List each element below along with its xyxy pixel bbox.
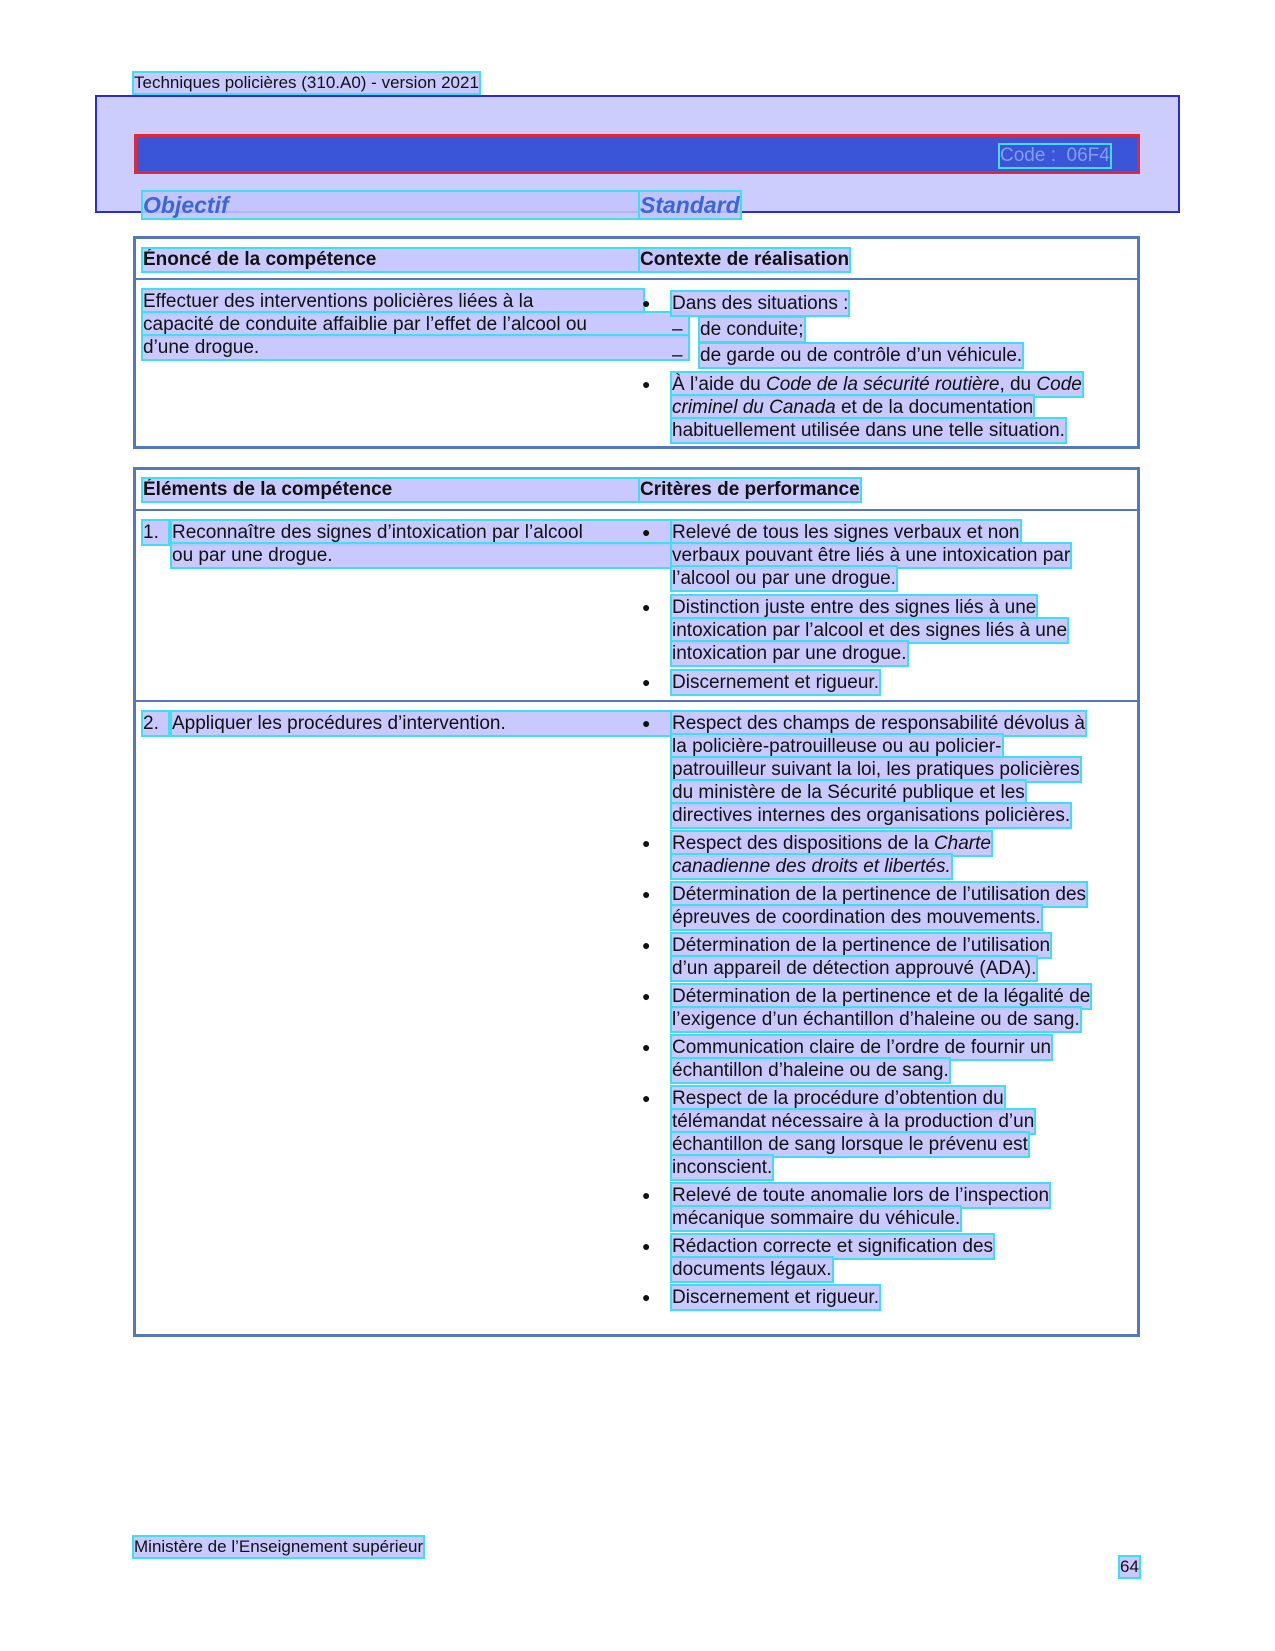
criterion-7-line-1: Respect de la procédure d’obtention du: [672, 1088, 1004, 1109]
criterion-6-line-1: Communication claire de l’ordre de fournir un: [672, 1037, 1052, 1058]
criterion-5-line-2: l’exigence d’un échantillon d’haleine ou de sang.: [672, 1009, 1080, 1030]
bullet-icon: ●: [642, 715, 651, 731]
bullet-icon: ●: [642, 1039, 651, 1055]
code-label: Code :: [1000, 145, 1056, 166]
context-header: Contexte de réalisation: [640, 249, 850, 270]
element-2-number: 2.: [143, 712, 168, 735]
element-2-line-1: Appliquer les procédures d’intervention.: [172, 712, 688, 735]
criterion-9-line-2: documents légaux.: [672, 1259, 832, 1280]
criterion-8-line-1: Relevé de toute anomalie lors de l’inspection: [672, 1185, 1050, 1206]
criterion-3-line-1: Détermination de la pertinence de l’utilisation des: [672, 884, 1087, 905]
criterion-1-line-1: Respect des champs de responsabilité dévolus à: [672, 713, 1085, 734]
dash-icon: –: [672, 319, 683, 340]
criterion-9-line-1: Rédaction correcte et signification des: [672, 1236, 994, 1257]
code-route-title: Code de la sécurité routière: [766, 374, 1000, 395]
context-bullet-2-line-2: [672, 396, 1033, 419]
context-text: et de la documentation: [835, 397, 1034, 418]
page-number: 64: [1120, 1557, 1139, 1576]
criterion-1-line-5: directives internes des organisations policières.: [672, 805, 1071, 826]
context-bullet-2-line-3: habituellement utilisée dans une telle situation.: [672, 420, 1065, 441]
elements-header: Éléments de la compétence: [143, 479, 688, 501]
criterion-10-line-1: Discernement et rigueur.: [672, 1287, 879, 1308]
section-objective: Objectif: [143, 192, 718, 218]
code-value: 06F4: [1066, 145, 1110, 166]
criterion-7-line-4: inconscient.: [672, 1157, 773, 1178]
statement-header: Énoncé de la compétence: [143, 249, 688, 271]
bullet-icon: ●: [642, 937, 651, 953]
context-subitem-1: de conduite;: [700, 319, 804, 340]
code-bar: [134, 134, 1140, 174]
statement-line-2: capacité de conduite affaiblie par l’effet de l’alcool ou: [143, 313, 688, 336]
criterion-3-line-2: épreuves de coordination des mouvements.: [672, 907, 1041, 928]
criterion-6-line-2: échantillon d’haleine ou de sang.: [672, 1060, 949, 1081]
bullet-icon: ●: [642, 835, 651, 851]
competency-code: [1000, 145, 1110, 167]
bullet-icon: ●: [642, 1090, 651, 1106]
bullet-icon: ●: [642, 524, 651, 540]
criterion-1-line-3: l’alcool ou par une drogue.: [672, 568, 896, 589]
bullet-icon: ●: [642, 674, 651, 690]
criterion-2-line-3: intoxication par une drogue.: [672, 643, 907, 664]
criterion-7-line-2: télémandat nécessaire à la production d’un: [672, 1111, 1035, 1132]
bullet-icon: ●: [642, 1187, 651, 1203]
bullet-icon: ●: [642, 1238, 651, 1254]
bullet-icon: ●: [642, 599, 651, 615]
criterion-4-line-1: Détermination de la pertinence de l’utilisation: [672, 935, 1051, 956]
element-1-line-1: Reconnaître des signes d’intoxication par l’alcool: [172, 521, 688, 544]
bullet-icon: ●: [642, 295, 651, 311]
criterion-1-line-2: la policière-patrouilleuse ou au policier-: [672, 736, 1002, 757]
code-criminel-title: du Canada: [737, 397, 836, 418]
code-criminel-title: Code: [1036, 374, 1082, 395]
section-standard: Standard: [640, 192, 740, 218]
element-1-line-2: ou par une drogue.: [172, 544, 688, 567]
dash-icon: –: [672, 345, 683, 366]
criterion-1-line-1: Relevé de tous les signes verbaux et non: [672, 522, 1020, 543]
table2-row-divider: [133, 700, 1140, 702]
context-text: , du: [999, 374, 1037, 395]
criterion-1-line-3: patrouilleur suivant la loi, les pratiques policières: [672, 759, 1080, 780]
criteria-header: Critères de performance: [640, 479, 860, 500]
bullet-icon: ●: [642, 376, 651, 392]
criterion-4-line-2: d’un appareil de détection approuvé (ADA).: [672, 958, 1037, 979]
context-text: À l’aide du: [672, 374, 767, 395]
criterion-8-line-2: mécanique sommaire du véhicule.: [672, 1208, 961, 1229]
criterion-3-line-1: Discernement et rigueur.: [672, 672, 879, 693]
context-subitem-2: de garde ou de contrôle d’un véhicule.: [700, 345, 1023, 366]
criterion-1-line-2: verbaux pouvant être liés à une intoxication par: [672, 545, 1071, 566]
criterion-2-line-1: Distinction juste entre des signes liés à une: [672, 597, 1037, 618]
table2-header-divider: [133, 509, 1140, 511]
criterion-1-line-4: du ministère de la Sécurité publique et les: [672, 782, 1025, 803]
criterion-2-line-2: canadienne des droits et libertés.: [672, 856, 951, 877]
footer-ministry: Ministère de l’Enseignement supérieur: [134, 1537, 424, 1556]
bullet-icon: ●: [642, 1289, 651, 1305]
statement-line-1: Effectuer des interventions policières liées à la: [143, 290, 643, 313]
statement-line-3: d’une drogue.: [143, 336, 688, 359]
context-bullet-2-line-1: [672, 373, 1082, 396]
criterion-7-line-3: échantillon de sang lorsque le prévenu est: [672, 1134, 1028, 1155]
context-bullet-1: Dans des situations :: [672, 293, 849, 314]
criterion-2-line-1: Respect des dispositions de la Charte: [672, 833, 991, 854]
document-header: Techniques policières (310.A0) - version 2021: [134, 73, 479, 92]
criterion-2-line-2: intoxication par l’alcool et des signes liés à une: [672, 620, 1068, 641]
element-1-number: 1.: [143, 521, 168, 544]
bullet-icon: ●: [642, 988, 651, 1004]
criterion-5-line-1: Détermination de la pertinence et de la légalité de: [672, 986, 1091, 1007]
bullet-icon: ●: [642, 886, 651, 902]
code-criminel-title: criminel: [672, 397, 738, 418]
table1-header-divider: [133, 278, 1140, 280]
